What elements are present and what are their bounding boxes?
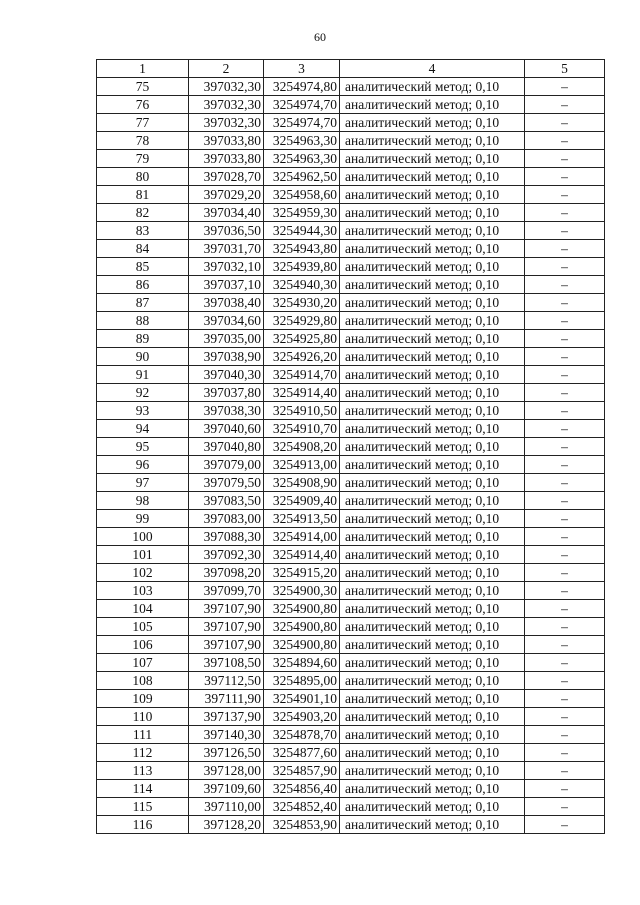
- method-cell: аналитический метод; 0,10: [340, 582, 525, 600]
- method-cell: аналитический метод; 0,10: [340, 312, 525, 330]
- method-cell: аналитический метод; 0,10: [340, 600, 525, 618]
- point-number-cell: 102: [97, 564, 189, 582]
- table-row: [97, 150, 605, 168]
- point-number-cell: 75: [97, 78, 189, 96]
- table-row: [97, 330, 605, 348]
- note-cell: –: [525, 474, 605, 492]
- y-coordinate-cell: 3254913,50: [264, 510, 340, 528]
- x-coordinate-cell: 397040,60: [189, 420, 264, 438]
- point-number-cell: 89: [97, 330, 189, 348]
- method-cell: аналитический метод; 0,10: [340, 456, 525, 474]
- note-cell: –: [525, 636, 605, 654]
- method-cell: аналитический метод; 0,10: [340, 168, 525, 186]
- table-row: [97, 366, 605, 384]
- x-coordinate-cell: 397032,30: [189, 114, 264, 132]
- note-cell: –: [525, 204, 605, 222]
- method-cell: аналитический метод; 0,10: [340, 744, 525, 762]
- y-coordinate-cell: 3254908,90: [264, 474, 340, 492]
- table-row: [97, 132, 605, 150]
- x-coordinate-cell: 397140,30: [189, 726, 264, 744]
- y-coordinate-cell: 3254963,30: [264, 150, 340, 168]
- y-coordinate-cell: 3254877,60: [264, 744, 340, 762]
- note-cell: –: [525, 168, 605, 186]
- method-cell: аналитический метод; 0,10: [340, 186, 525, 204]
- method-cell: аналитический метод; 0,10: [340, 114, 525, 132]
- y-coordinate-cell: 3254930,20: [264, 294, 340, 312]
- point-number-cell: 92: [97, 384, 189, 402]
- y-coordinate-cell: 3254963,30: [264, 132, 340, 150]
- x-coordinate-cell: 397079,50: [189, 474, 264, 492]
- table-row: [97, 348, 605, 366]
- table-row: [97, 672, 605, 690]
- y-coordinate-cell: 3254962,50: [264, 168, 340, 186]
- point-number-cell: 95: [97, 438, 189, 456]
- method-cell: аналитический метод; 0,10: [340, 510, 525, 528]
- y-coordinate-cell: 3254856,40: [264, 780, 340, 798]
- point-number-cell: 104: [97, 600, 189, 618]
- table-row: [97, 222, 605, 240]
- method-cell: аналитический метод; 0,10: [340, 438, 525, 456]
- table-row: [97, 600, 605, 618]
- y-coordinate-cell: 3254915,20: [264, 564, 340, 582]
- table-row: [97, 816, 605, 834]
- table-row: [97, 546, 605, 564]
- table-row: [97, 636, 605, 654]
- table-row: [97, 438, 605, 456]
- point-number-cell: 106: [97, 636, 189, 654]
- x-coordinate-cell: 397109,60: [189, 780, 264, 798]
- y-coordinate-cell: 3254857,90: [264, 762, 340, 780]
- x-coordinate-cell: 397107,90: [189, 618, 264, 636]
- y-coordinate-cell: 3254914,40: [264, 546, 340, 564]
- point-number-cell: 88: [97, 312, 189, 330]
- note-cell: –: [525, 366, 605, 384]
- y-coordinate-cell: 3254914,00: [264, 528, 340, 546]
- point-number-cell: 79: [97, 150, 189, 168]
- y-coordinate-cell: 3254908,20: [264, 438, 340, 456]
- method-cell: аналитический метод; 0,10: [340, 222, 525, 240]
- table-row: [97, 510, 605, 528]
- point-number-cell: 77: [97, 114, 189, 132]
- point-number-cell: 115: [97, 798, 189, 816]
- note-cell: –: [525, 780, 605, 798]
- note-cell: –: [525, 150, 605, 168]
- table-row: [97, 654, 605, 672]
- point-number-cell: 83: [97, 222, 189, 240]
- note-cell: –: [525, 114, 605, 132]
- y-coordinate-cell: 3254878,70: [264, 726, 340, 744]
- x-coordinate-cell: 397038,30: [189, 402, 264, 420]
- method-cell: аналитический метод; 0,10: [340, 402, 525, 420]
- y-coordinate-cell: 3254974,80: [264, 78, 340, 96]
- table-row: [97, 744, 605, 762]
- method-cell: аналитический метод; 0,10: [340, 420, 525, 438]
- note-cell: –: [525, 690, 605, 708]
- note-cell: –: [525, 510, 605, 528]
- method-cell: аналитический метод; 0,10: [340, 654, 525, 672]
- point-number-cell: 94: [97, 420, 189, 438]
- point-number-cell: 91: [97, 366, 189, 384]
- header-col-3: 3: [264, 60, 340, 78]
- x-coordinate-cell: 397098,20: [189, 564, 264, 582]
- table-row: [97, 618, 605, 636]
- header-col-5: 5: [525, 60, 605, 78]
- x-coordinate-cell: 397036,50: [189, 222, 264, 240]
- method-cell: аналитический метод; 0,10: [340, 348, 525, 366]
- y-coordinate-cell: 3254913,00: [264, 456, 340, 474]
- x-coordinate-cell: 397040,30: [189, 366, 264, 384]
- point-number-cell: 110: [97, 708, 189, 726]
- header-col-4: 4: [340, 60, 525, 78]
- table-row: [97, 456, 605, 474]
- point-number-cell: 109: [97, 690, 189, 708]
- point-number-cell: 108: [97, 672, 189, 690]
- point-number-cell: 112: [97, 744, 189, 762]
- y-coordinate-cell: 3254909,40: [264, 492, 340, 510]
- point-number-cell: 99: [97, 510, 189, 528]
- coordinates-table: [96, 59, 605, 834]
- point-number-cell: 98: [97, 492, 189, 510]
- x-coordinate-cell: 397034,40: [189, 204, 264, 222]
- x-coordinate-cell: 397029,20: [189, 186, 264, 204]
- note-cell: –: [525, 240, 605, 258]
- method-cell: аналитический метод; 0,10: [340, 96, 525, 114]
- table-row: [97, 564, 605, 582]
- y-coordinate-cell: 3254852,40: [264, 798, 340, 816]
- point-number-cell: 81: [97, 186, 189, 204]
- table-row: [97, 312, 605, 330]
- x-coordinate-cell: 397083,00: [189, 510, 264, 528]
- x-coordinate-cell: 397092,30: [189, 546, 264, 564]
- y-coordinate-cell: 3254939,80: [264, 258, 340, 276]
- y-coordinate-cell: 3254894,60: [264, 654, 340, 672]
- note-cell: –: [525, 744, 605, 762]
- table-row: [97, 492, 605, 510]
- x-coordinate-cell: 397126,50: [189, 744, 264, 762]
- point-number-cell: 113: [97, 762, 189, 780]
- y-coordinate-cell: 3254901,10: [264, 690, 340, 708]
- method-cell: аналитический метод; 0,10: [340, 132, 525, 150]
- point-number-cell: 78: [97, 132, 189, 150]
- table-header-row: [97, 60, 605, 78]
- method-cell: аналитический метод; 0,10: [340, 564, 525, 582]
- x-coordinate-cell: 397038,90: [189, 348, 264, 366]
- header-col-2: 2: [189, 60, 264, 78]
- note-cell: –: [525, 402, 605, 420]
- note-cell: –: [525, 294, 605, 312]
- point-number-cell: 76: [97, 96, 189, 114]
- y-coordinate-cell: 3254900,30: [264, 582, 340, 600]
- header-col-1: 1: [97, 60, 189, 78]
- y-coordinate-cell: 3254914,40: [264, 384, 340, 402]
- note-cell: –: [525, 78, 605, 96]
- y-coordinate-cell: 3254853,90: [264, 816, 340, 834]
- method-cell: аналитический метод; 0,10: [340, 492, 525, 510]
- table-row: [97, 780, 605, 798]
- table-row: [97, 762, 605, 780]
- method-cell: аналитический метод; 0,10: [340, 366, 525, 384]
- method-cell: аналитический метод; 0,10: [340, 726, 525, 744]
- x-coordinate-cell: 397111,90: [189, 690, 264, 708]
- table-row: [97, 114, 605, 132]
- note-cell: –: [525, 258, 605, 276]
- note-cell: –: [525, 132, 605, 150]
- y-coordinate-cell: 3254925,80: [264, 330, 340, 348]
- point-number-cell: 116: [97, 816, 189, 834]
- method-cell: аналитический метод; 0,10: [340, 330, 525, 348]
- note-cell: –: [525, 582, 605, 600]
- table-row: [97, 204, 605, 222]
- y-coordinate-cell: 3254900,80: [264, 618, 340, 636]
- y-coordinate-cell: 3254914,70: [264, 366, 340, 384]
- method-cell: аналитический метод; 0,10: [340, 636, 525, 654]
- note-cell: –: [525, 708, 605, 726]
- note-cell: –: [525, 456, 605, 474]
- x-coordinate-cell: 397038,40: [189, 294, 264, 312]
- y-coordinate-cell: 3254900,80: [264, 600, 340, 618]
- note-cell: –: [525, 438, 605, 456]
- point-number-cell: 114: [97, 780, 189, 798]
- table-row: [97, 474, 605, 492]
- point-number-cell: 111: [97, 726, 189, 744]
- point-number-cell: 80: [97, 168, 189, 186]
- method-cell: аналитический метод; 0,10: [340, 690, 525, 708]
- x-coordinate-cell: 397128,20: [189, 816, 264, 834]
- method-cell: аналитический метод; 0,10: [340, 762, 525, 780]
- y-coordinate-cell: 3254903,20: [264, 708, 340, 726]
- note-cell: –: [525, 276, 605, 294]
- y-coordinate-cell: 3254940,30: [264, 276, 340, 294]
- note-cell: –: [525, 798, 605, 816]
- method-cell: аналитический метод; 0,10: [340, 294, 525, 312]
- method-cell: аналитический метод; 0,10: [340, 258, 525, 276]
- method-cell: аналитический метод; 0,10: [340, 780, 525, 798]
- note-cell: –: [525, 384, 605, 402]
- table-row: [97, 708, 605, 726]
- table-row: [97, 186, 605, 204]
- x-coordinate-cell: 397112,50: [189, 672, 264, 690]
- y-coordinate-cell: 3254944,30: [264, 222, 340, 240]
- method-cell: аналитический метод; 0,10: [340, 816, 525, 834]
- table-row: [97, 582, 605, 600]
- table-row: [97, 294, 605, 312]
- point-number-cell: 87: [97, 294, 189, 312]
- method-cell: аналитический метод; 0,10: [340, 384, 525, 402]
- table-body: [97, 78, 605, 834]
- point-number-cell: 82: [97, 204, 189, 222]
- x-coordinate-cell: 397037,10: [189, 276, 264, 294]
- x-coordinate-cell: 397033,80: [189, 132, 264, 150]
- table-row: [97, 276, 605, 294]
- x-coordinate-cell: 397110,00: [189, 798, 264, 816]
- note-cell: –: [525, 222, 605, 240]
- y-coordinate-cell: 3254974,70: [264, 114, 340, 132]
- y-coordinate-cell: 3254900,80: [264, 636, 340, 654]
- x-coordinate-cell: 397034,60: [189, 312, 264, 330]
- point-number-cell: 97: [97, 474, 189, 492]
- point-number-cell: 105: [97, 618, 189, 636]
- method-cell: аналитический метод; 0,10: [340, 78, 525, 96]
- page-number: 60: [314, 30, 326, 44]
- x-coordinate-cell: 397032,10: [189, 258, 264, 276]
- note-cell: –: [525, 186, 605, 204]
- note-cell: –: [525, 672, 605, 690]
- note-cell: –: [525, 654, 605, 672]
- note-cell: –: [525, 96, 605, 114]
- y-coordinate-cell: 3254959,30: [264, 204, 340, 222]
- table-row: [97, 168, 605, 186]
- x-coordinate-cell: 397083,50: [189, 492, 264, 510]
- method-cell: аналитический метод; 0,10: [340, 204, 525, 222]
- point-number-cell: 85: [97, 258, 189, 276]
- y-coordinate-cell: 3254929,80: [264, 312, 340, 330]
- y-coordinate-cell: 3254943,80: [264, 240, 340, 258]
- note-cell: –: [525, 726, 605, 744]
- note-cell: –: [525, 564, 605, 582]
- note-cell: –: [525, 762, 605, 780]
- x-coordinate-cell: 397088,30: [189, 528, 264, 546]
- note-cell: –: [525, 816, 605, 834]
- note-cell: –: [525, 492, 605, 510]
- method-cell: аналитический метод; 0,10: [340, 276, 525, 294]
- x-coordinate-cell: 397033,80: [189, 150, 264, 168]
- table-row: [97, 798, 605, 816]
- note-cell: –: [525, 420, 605, 438]
- x-coordinate-cell: 397107,90: [189, 636, 264, 654]
- y-coordinate-cell: 3254895,00: [264, 672, 340, 690]
- point-number-cell: 100: [97, 528, 189, 546]
- method-cell: аналитический метод; 0,10: [340, 708, 525, 726]
- table-row: [97, 402, 605, 420]
- x-coordinate-cell: 397032,30: [189, 78, 264, 96]
- table-row: [97, 96, 605, 114]
- y-coordinate-cell: 3254974,70: [264, 96, 340, 114]
- point-number-cell: 86: [97, 276, 189, 294]
- method-cell: аналитический метод; 0,10: [340, 150, 525, 168]
- point-number-cell: 90: [97, 348, 189, 366]
- x-coordinate-cell: 397040,80: [189, 438, 264, 456]
- x-coordinate-cell: 397028,70: [189, 168, 264, 186]
- x-coordinate-cell: 397137,90: [189, 708, 264, 726]
- y-coordinate-cell: 3254910,70: [264, 420, 340, 438]
- note-cell: –: [525, 600, 605, 618]
- y-coordinate-cell: 3254958,60: [264, 186, 340, 204]
- table-row: [97, 384, 605, 402]
- method-cell: аналитический метод; 0,10: [340, 798, 525, 816]
- point-number-cell: 96: [97, 456, 189, 474]
- x-coordinate-cell: 397107,90: [189, 600, 264, 618]
- x-coordinate-cell: 397108,50: [189, 654, 264, 672]
- x-coordinate-cell: 397032,30: [189, 96, 264, 114]
- x-coordinate-cell: 397037,80: [189, 384, 264, 402]
- note-cell: –: [525, 348, 605, 366]
- point-number-cell: 107: [97, 654, 189, 672]
- note-cell: –: [525, 330, 605, 348]
- method-cell: аналитический метод; 0,10: [340, 528, 525, 546]
- x-coordinate-cell: 397128,00: [189, 762, 264, 780]
- note-cell: –: [525, 618, 605, 636]
- method-cell: аналитический метод; 0,10: [340, 618, 525, 636]
- table-row: [97, 240, 605, 258]
- point-number-cell: 84: [97, 240, 189, 258]
- method-cell: аналитический метод; 0,10: [340, 672, 525, 690]
- table-row: [97, 690, 605, 708]
- table-row: [97, 258, 605, 276]
- point-number-cell: 101: [97, 546, 189, 564]
- y-coordinate-cell: 3254910,50: [264, 402, 340, 420]
- x-coordinate-cell: 397079,00: [189, 456, 264, 474]
- note-cell: –: [525, 528, 605, 546]
- method-cell: аналитический метод; 0,10: [340, 546, 525, 564]
- note-cell: –: [525, 546, 605, 564]
- table-row: [97, 726, 605, 744]
- table-row: [97, 78, 605, 96]
- x-coordinate-cell: 397099,70: [189, 582, 264, 600]
- table-row: [97, 420, 605, 438]
- x-coordinate-cell: 397035,00: [189, 330, 264, 348]
- y-coordinate-cell: 3254926,20: [264, 348, 340, 366]
- point-number-cell: 103: [97, 582, 189, 600]
- x-coordinate-cell: 397031,70: [189, 240, 264, 258]
- table-row: [97, 528, 605, 546]
- note-cell: –: [525, 312, 605, 330]
- method-cell: аналитический метод; 0,10: [340, 240, 525, 258]
- point-number-cell: 93: [97, 402, 189, 420]
- method-cell: аналитический метод; 0,10: [340, 474, 525, 492]
